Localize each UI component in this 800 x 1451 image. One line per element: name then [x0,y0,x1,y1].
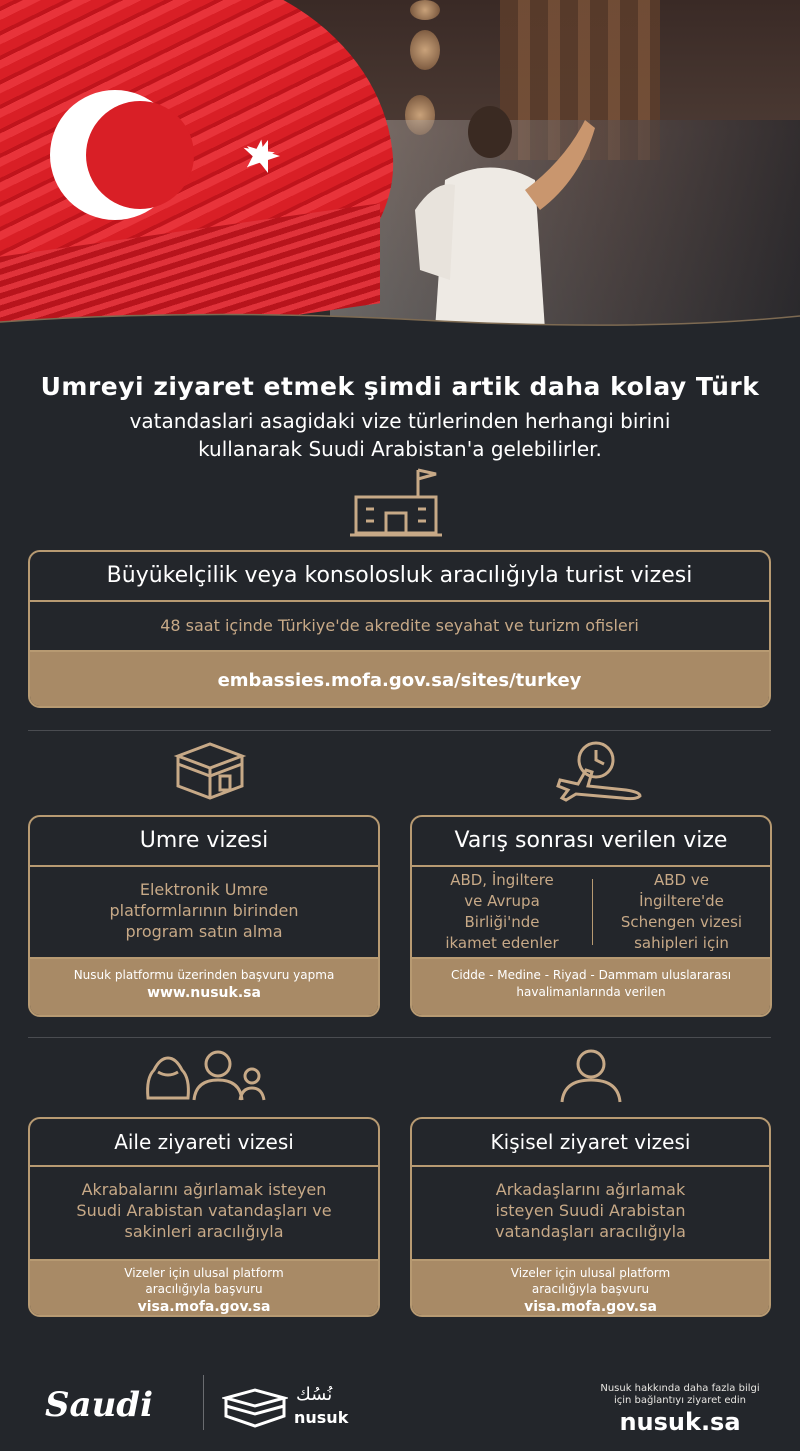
arrival-footer-line: havalimanlarında verilen [516,985,666,999]
personal-footer-line: aracılığıyla başvuru [531,1282,650,1296]
tourist-visa-title: Büyükelçilik veya konsolosluk aracılığıyla turist vizesi [30,552,769,602]
family-body-line: Akrabalarını ağırlamak isteyen [81,1180,327,1199]
arrival-right-column [593,870,770,954]
family-icon [140,1048,266,1104]
family-body-line: Suudi Arabistan vatandaşları ve [76,1201,332,1220]
lamp-decoration [410,0,440,20]
nusuk-arabic-wordmark: نُسُك [296,1384,333,1405]
intro-text [0,372,800,463]
personal-visa-card [410,1117,771,1317]
family-visa-description [30,1167,378,1261]
nusuk-logo-icon [222,1388,288,1428]
crescent-star-icon [25,70,325,240]
hero-image [0,0,800,330]
nusuk-site-link[interactable]: nusuk.sa [619,1408,741,1436]
tourist-visa-card [28,550,771,708]
umrah-visa-card [28,815,380,1017]
arrival-right-line: İngiltere'de [639,892,724,910]
umrah-body-line: Elektronik Umre [139,880,269,899]
family-visa-footer [30,1261,378,1317]
arrival-right-line: Schengen vizesi [620,913,743,931]
lamp-decoration [410,30,440,70]
personal-body-line: isteyen Suudi Arabistan [495,1201,686,1220]
arrival-plane-clock-icon [556,740,644,804]
personal-visa-footer [412,1261,769,1317]
arrival-left-line: ve Avrupa [464,892,540,910]
family-visa-card [28,1117,380,1317]
personal-visa-link[interactable]: visa.mofa.gov.sa [524,1299,657,1315]
arrival-right-line: sahipleri için [634,934,729,952]
arrival-right-line: ABD ve [654,871,709,889]
personal-footer-line: Vizeler için ulusal platform [510,1266,671,1280]
arrival-visa-title: Varış sonrası verilen vize [412,817,770,867]
section-divider [28,730,771,731]
family-visa-title: Aile ziyareti vizesi [30,1119,378,1167]
personal-body-line: Arkadaşlarını ağırlamak [495,1180,686,1199]
umrah-visa-title: Umre vizesi [30,817,378,867]
embassy-icon [348,465,444,541]
family-footer-line: aracılığıyla başvuru [145,1282,263,1296]
personal-body-line: vatandaşları aracılığıyla [495,1222,686,1241]
arrival-left-line: ikamet edenler [445,934,559,952]
family-visa-link[interactable]: visa.mofa.gov.sa [137,1299,271,1315]
intro-line-3: kullanarak Suudi Arabistan'a gelebilirler. [198,437,602,461]
pilgrim-figure [415,100,595,330]
hero-bottom-wave [0,300,800,340]
umrah-footer-note: Nusuk platformu üzerinden başvuru yapma [73,968,335,982]
family-footer-line: Vizeler için ulusal platform [124,1266,284,1280]
arrival-left-line: ABD, İngiltere [450,871,554,889]
footer-note [580,1383,780,1437]
footer-divider [203,1375,204,1430]
umrah-body-line: platformlarının birinden [109,901,299,920]
tourist-visa-link[interactable]: embassies.mofa.gov.sa/sites/turkey [30,652,769,708]
person-icon [558,1048,624,1104]
arrival-visa-description [412,867,770,959]
saudi-logo: Saudi [45,1385,153,1425]
arrival-left-column [412,870,592,954]
arrival-left-line: Birliği'nde [464,913,540,931]
footer-note-line: için bağlantıyı ziyaret edin [613,1395,747,1406]
kaaba-icon [172,740,248,802]
family-body-line: sakinleri aracılığıyla [124,1222,284,1241]
umrah-visa-footer [30,959,378,1015]
section-divider [28,1037,771,1038]
umrah-visa-link[interactable]: www.nusuk.sa [147,985,261,1001]
arrival-footer-line: Cidde - Medine - Riyad - Dammam uluslararası [450,968,732,982]
footer-note-line: Nusuk hakkında daha fazla bilgi [600,1383,760,1394]
intro-line-1: Umreyi ziyaret etmek şimdi artik daha kolay Türk [40,372,760,401]
nusuk-latin-wordmark: nusuk [294,1408,349,1427]
personal-visa-title: Kişisel ziyaret vizesi [412,1119,769,1167]
intro-line-2: vatandaslari asagidaki vize türlerinden herhangi birini [129,409,671,433]
personal-visa-description [412,1167,769,1261]
umrah-visa-description [30,867,378,959]
arrival-visa-card [410,815,772,1017]
umrah-body-line: program satın alma [125,922,283,941]
tourist-visa-description: 48 saat içinde Türkiye'de akredite seyahat ve turizm ofisleri [30,602,769,652]
arrival-visa-footer [412,959,770,1015]
